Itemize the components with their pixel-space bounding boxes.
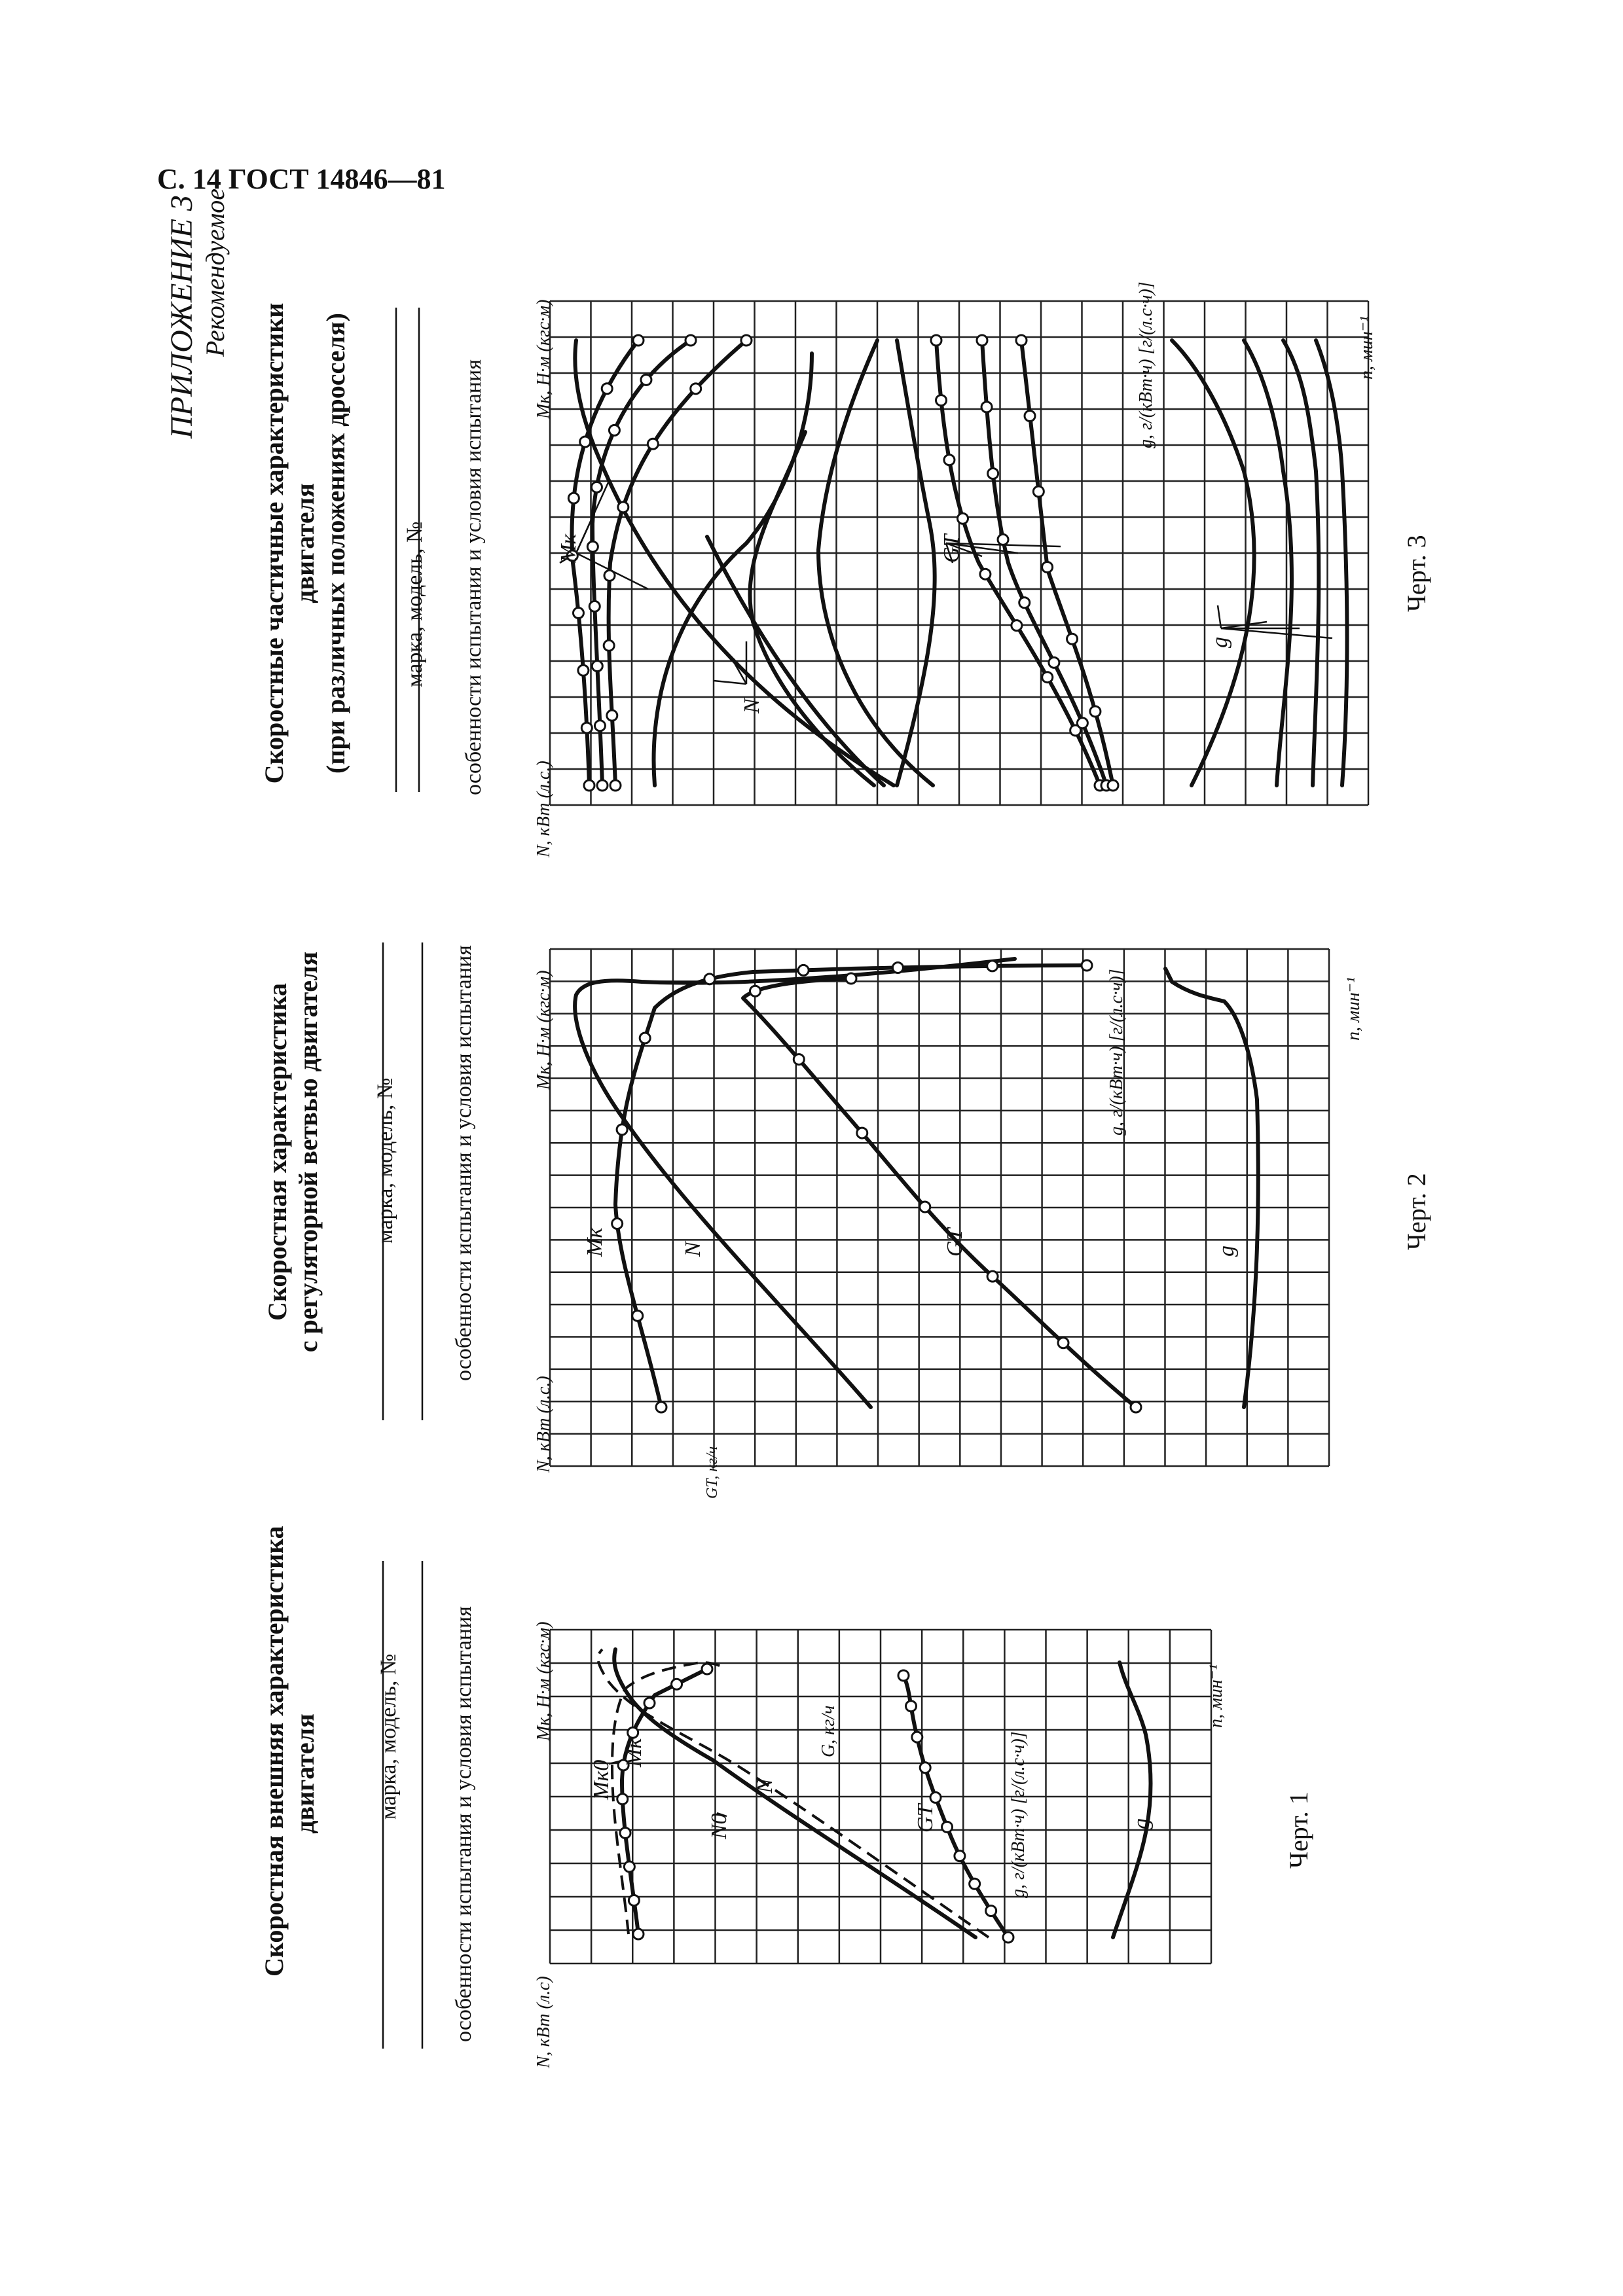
chart1-axis-g-label: g, г/(кВт·ч) [г/(л.с·ч)] — [1008, 1731, 1029, 1898]
chart1-gt-point — [986, 1906, 996, 1916]
chart2-caption: Черт. 2 — [1402, 1173, 1431, 1250]
chart3-mk-point — [691, 384, 701, 394]
chart2-mk-point — [656, 1402, 666, 1412]
chart2-axis-gt-label: GТ, кг/ч — [704, 1446, 721, 1499]
chart3-mk-point — [589, 601, 600, 611]
chart1-caption: Черт. 1 — [1284, 1791, 1313, 1869]
chart3-points — [567, 335, 1118, 791]
chart3-mk-point — [587, 541, 598, 552]
chart2-title-line1: Скоростная характеристика — [263, 982, 292, 1321]
chart3-gt-point — [1067, 634, 1078, 644]
chart2-gt-point — [920, 1202, 930, 1212]
chart3-mk-point — [641, 374, 651, 385]
chart2-gt-point — [750, 986, 761, 996]
chart3-gt-point — [931, 335, 941, 346]
chart3-mk-point — [633, 335, 644, 346]
chart3-gt-point — [1090, 706, 1101, 717]
chart3-n-label: N — [740, 698, 764, 713]
chart1-axis-top-label: Mк, Н·м (кгс·м) — [534, 1621, 554, 1741]
chart3-field-conditions: особенности испытания и условия испытания — [462, 359, 486, 795]
chart3-g-curve-1 — [1172, 340, 1254, 785]
chart2-grid — [550, 949, 1329, 1466]
chart3-gt-curve-4 — [1021, 340, 1113, 785]
chart3-mk-point — [592, 661, 602, 672]
chart3-gt-point — [1012, 620, 1022, 631]
chart1-gt-point — [1003, 1932, 1013, 1943]
chart1-mk-point — [672, 1679, 682, 1689]
chart2-axis-left-label: N, кВт (л.с.) — [534, 1376, 554, 1473]
chart3-gt-point — [1042, 562, 1053, 572]
chart3-gt-point — [1077, 718, 1087, 728]
chart1-gt-label: GТ — [913, 1804, 938, 1833]
chart2-mk-point — [640, 1033, 650, 1043]
chart1-mk-point — [628, 1727, 638, 1738]
chart1-gt-point — [906, 1701, 917, 1712]
chart2-gt-point — [846, 973, 856, 984]
chart1-mk-point — [624, 1861, 634, 1872]
chart3-axis-n-label: n, мин⁻¹ — [1357, 316, 1377, 380]
chart1-gt-point — [912, 1732, 922, 1742]
chart2-mk-point — [987, 961, 998, 971]
chart3-gt-point — [944, 455, 955, 465]
appendix-status: Рекомендуемое — [200, 188, 230, 357]
chart3-g-label: g — [1208, 637, 1232, 648]
page-header: С. 14 ГОСТ 14846—81 — [157, 163, 446, 195]
chart2-g-curve — [1165, 969, 1258, 1407]
chart1-axis-left-label: N, кВт (л.с) — [534, 1976, 554, 2068]
chart3-gt-point — [981, 402, 992, 412]
chart1-field-conditions: особенности испытания и условия испытания — [452, 1606, 476, 2042]
chart3-gt-point — [1108, 780, 1118, 791]
chart3-mk-point — [610, 780, 621, 791]
chart3-mk-point — [618, 502, 629, 512]
chart3-mk-point — [594, 721, 605, 731]
chart3-gt-point — [1033, 486, 1044, 497]
chart1-gt-point — [930, 1792, 941, 1803]
chart1-n-label: N — [753, 1778, 777, 1793]
chart2-field-model: марка, модель, № — [373, 1077, 397, 1244]
chart1-mk-point — [629, 1895, 639, 1905]
chart3-gt-point — [1049, 657, 1059, 668]
chart1-mk-point — [620, 1828, 630, 1839]
chart3-n-curve-1 — [575, 340, 894, 785]
chart3-axis-g-label: g, г/(кВт·ч) [г/(л.с·ч)] — [1136, 281, 1156, 448]
chart2-mk-label: Mк — [583, 1227, 607, 1257]
chart3-curves — [560, 340, 1347, 785]
chart2-axis-top-label: Mк, Н·м (кгс·м) — [534, 970, 554, 1090]
chart3-gt-point — [977, 335, 987, 346]
chart3-mk-point — [578, 665, 589, 675]
chart2-mk-point — [704, 974, 715, 984]
chart2-points — [612, 960, 1141, 1412]
chart3-title-line3: (при различных положениях дросселя) — [321, 313, 350, 774]
chart3-mk-point — [741, 335, 752, 346]
chart2-axis-n-label: n, мин⁻¹ — [1343, 977, 1364, 1041]
chart1-gt-point — [942, 1821, 953, 1832]
chart2-g-label: g — [1214, 1246, 1239, 1257]
chart1-gt-point — [970, 1878, 980, 1889]
chart2-mk-point — [1082, 960, 1092, 971]
chart2-mk-curve — [615, 965, 1087, 1407]
chart1-axis-gt-label: G, кг/ч — [818, 1705, 839, 1757]
chart3-caption: Черт. 3 — [1402, 535, 1431, 612]
chart3-axis-top-label: Mк, Н·м (кгс·м) — [534, 299, 554, 419]
chart3-g-curve-2 — [1244, 340, 1292, 785]
chart3-gt-point — [1016, 335, 1027, 346]
chart2-field-conditions: особенности испытания и условия испытания — [452, 945, 476, 1381]
chart2-axis-g-label: g, г/(кВт·ч) [г/(л.с·ч)] — [1106, 969, 1127, 1136]
chart1-gt-point — [898, 1670, 909, 1681]
chart3-gt-point — [998, 534, 1008, 545]
chart1-mk0-label: Mк0 — [589, 1759, 613, 1800]
chart1-field-model: марка, модель, № — [376, 1653, 401, 1820]
chart1-n0-label: N0 — [707, 1813, 731, 1839]
chart3-title-line1: Скоростные частичные характеристики — [259, 302, 289, 784]
chart2-gt-curve — [743, 978, 1136, 1407]
chart3-gt-point — [936, 395, 947, 406]
chart2-title-line2: с регуляторной ветвью двигателя — [293, 951, 323, 1353]
chart2-mk-point — [617, 1124, 627, 1135]
chart3-gt-point — [1025, 411, 1035, 422]
chart3-field-model: марка, модель, № — [403, 521, 427, 687]
chart2-gt-label: GТ — [943, 1228, 967, 1257]
appendix-label: ПРИЛОЖЕНИЕ 3 — [164, 195, 199, 439]
chart3-gt-curve-1 — [897, 340, 935, 785]
chart2-n-curve — [575, 959, 1015, 1407]
chart3-mk-point — [604, 640, 614, 651]
chart3-mk-point — [647, 439, 658, 449]
chart2-n-label: N — [681, 1242, 705, 1257]
chart3-gt-point — [1042, 672, 1053, 683]
chart1-gt-point — [955, 1851, 965, 1861]
chart3-mk-point — [604, 570, 615, 581]
chart3-gt-point — [988, 469, 998, 479]
chart3-gt-curve-2 — [936, 340, 1100, 785]
chart2-mk-point — [612, 1219, 623, 1229]
chart2-gt-point — [987, 1271, 998, 1282]
chart2-gt-point — [857, 1128, 867, 1138]
chart1-mk-point — [702, 1664, 712, 1674]
chart1-title-line2: двигателя — [290, 1713, 319, 1834]
chart3-mk-point — [581, 723, 592, 733]
chart3-mk-curve-4 — [654, 353, 812, 785]
chart2-mk-point — [892, 962, 903, 973]
chart3-mk-point — [607, 710, 617, 721]
chart3-mk-label: Mк — [556, 533, 581, 563]
chart2-gt-point — [1058, 1338, 1068, 1348]
chart3-gt-point — [1019, 598, 1030, 608]
chart3-gt-point — [980, 569, 991, 579]
chart3-gt-point — [957, 513, 968, 524]
chart3-mk-point — [609, 425, 619, 435]
chart3-mk-point — [597, 780, 608, 791]
chart3-mk-point — [602, 384, 612, 394]
chart2-gt-point — [1131, 1402, 1141, 1412]
chart2-curves — [575, 959, 1258, 1407]
chart3-mk-point — [568, 493, 579, 503]
chart1-mk-point — [633, 1929, 644, 1939]
chart3-mk-point — [584, 780, 594, 791]
chart3-mk-point — [580, 437, 591, 447]
chart1-mk-point — [617, 1794, 628, 1804]
chart1-points — [617, 1664, 1013, 1943]
chart3-mk-point — [591, 482, 602, 492]
chart3-mk-point — [685, 335, 696, 346]
chart1-gt-point — [920, 1763, 930, 1773]
chart1-curves — [598, 1649, 1150, 1937]
chart1-mk-label: Mк — [622, 1738, 646, 1767]
chart2-mk-point — [798, 965, 809, 975]
chart3-mk-point — [573, 608, 583, 619]
chart1-grid — [550, 1630, 1211, 1964]
chart1-title-line1: Скоростная внешняя характеристика — [259, 1526, 289, 1977]
chart3-n-leader-3 — [714, 681, 746, 684]
chart3-title-line2: двигателя — [290, 483, 319, 603]
chart3-gt-label: GТ — [939, 534, 964, 563]
chart1-mk-point — [644, 1698, 655, 1708]
chart1-g-label: g — [1129, 1818, 1154, 1829]
chart2-gt-point — [793, 1054, 804, 1065]
chart2-mk-point — [632, 1310, 643, 1321]
chart3-axis-left-label: N, кВт (л.с.) — [534, 761, 554, 857]
chart3-g-curve-3 — [1283, 340, 1319, 785]
chart1-axis-n-label: n, мин⁻¹ — [1206, 1664, 1226, 1728]
chart3-g-leader-4 — [1221, 628, 1332, 638]
